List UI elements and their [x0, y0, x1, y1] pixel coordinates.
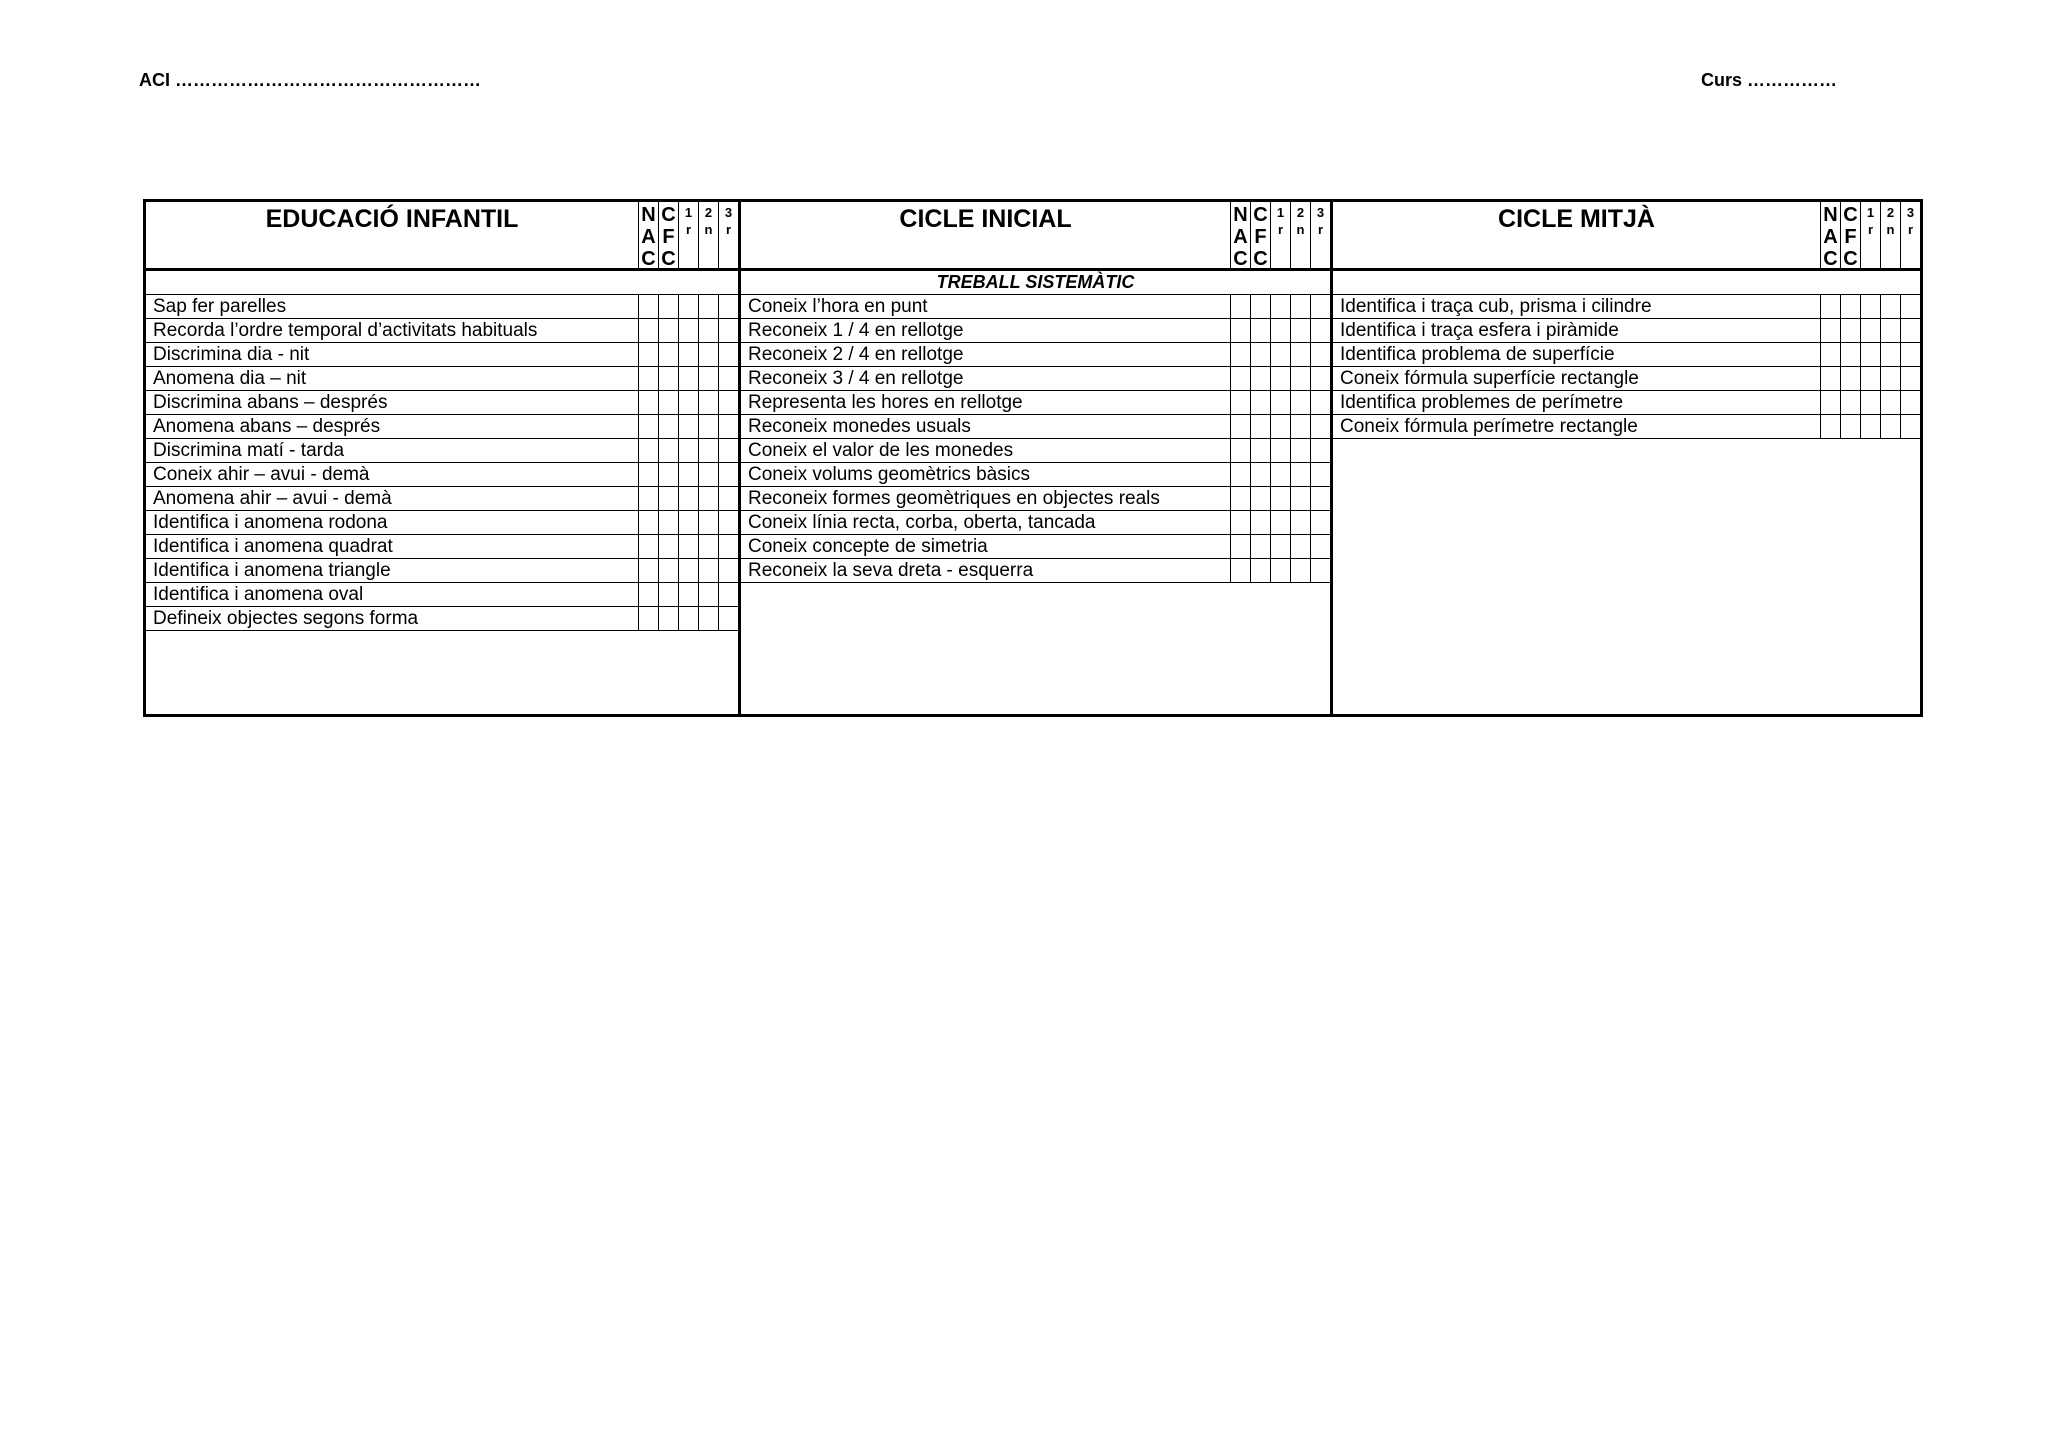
- third-term-checkbox[interactable]: [1310, 343, 1330, 366]
- third-term-checkbox[interactable]: [718, 487, 738, 510]
- first-term-checkbox[interactable]: [1860, 319, 1880, 342]
- third-term-checkbox[interactable]: [1900, 391, 1920, 414]
- column-header-char: C: [661, 248, 676, 270]
- second-term-checkbox[interactable]: [1290, 343, 1310, 366]
- cfc-checkbox[interactable]: [1250, 487, 1270, 510]
- section-subheader: TREBALL SISTEMÀTIC: [741, 271, 1330, 295]
- row-label: Anomena abans – després: [153, 416, 381, 437]
- third-term-checkbox[interactable]: [1310, 415, 1330, 438]
- first-term-checkbox[interactable]: [678, 487, 698, 510]
- first-term-checkbox[interactable]: [678, 391, 698, 414]
- first-term-checkbox[interactable]: [1270, 535, 1290, 558]
- cfc-checkbox[interactable]: [658, 367, 678, 390]
- column-header-char: 2: [1296, 205, 1305, 220]
- section-title: CICLE MITJÀ: [1498, 205, 1655, 233]
- column-header-char: C: [641, 248, 656, 270]
- second-term-checkbox[interactable]: [1290, 319, 1310, 342]
- first-term-checkbox[interactable]: [678, 583, 698, 606]
- table-row: [1333, 367, 1920, 391]
- third-term-checkbox[interactable]: [1310, 319, 1330, 342]
- cfc-checkbox[interactable]: [1250, 439, 1270, 462]
- column-header-cfc: [1250, 202, 1270, 268]
- row-label: Identifica i traça cub, prisma i cilindre: [1340, 296, 1652, 317]
- third-term-checkbox[interactable]: [718, 391, 738, 414]
- second-term-checkbox[interactable]: [698, 319, 718, 342]
- column-header-char: C: [1843, 204, 1858, 226]
- third-term-checkbox[interactable]: [718, 439, 738, 462]
- third-term-checkbox[interactable]: [1900, 415, 1920, 438]
- first-term-checkbox[interactable]: [1270, 559, 1290, 582]
- table-row: [146, 559, 738, 583]
- table-row: [146, 343, 738, 367]
- nac-checkbox[interactable]: [1820, 295, 1840, 318]
- table-row: [1333, 343, 1920, 367]
- column-header-char: C: [1253, 248, 1268, 270]
- column-header-char: r: [1867, 222, 1874, 237]
- row-label: Representa les hores en rellotge: [748, 392, 1023, 413]
- second-term-checkbox[interactable]: [1880, 295, 1900, 318]
- cfc-checkbox[interactable]: [1250, 535, 1270, 558]
- second-term-checkbox[interactable]: [1290, 439, 1310, 462]
- second-term-checkbox[interactable]: [1290, 559, 1310, 582]
- first-term-checkbox[interactable]: [678, 367, 698, 390]
- first-term-checkbox[interactable]: [1270, 439, 1290, 462]
- column-header-char: r: [1277, 222, 1284, 237]
- column-header-char: n: [1886, 222, 1895, 237]
- third-term-checkbox[interactable]: [1310, 367, 1330, 390]
- nac-checkbox[interactable]: [1820, 391, 1840, 414]
- first-term-checkbox[interactable]: [1270, 343, 1290, 366]
- section-header: [1333, 202, 1920, 271]
- cfc-checkbox[interactable]: [658, 487, 678, 510]
- column-header-char: C: [1233, 248, 1248, 270]
- column-header-char: n: [704, 222, 713, 237]
- second-term-checkbox[interactable]: [1880, 343, 1900, 366]
- nac-checkbox[interactable]: [1230, 559, 1250, 582]
- nac-checkbox[interactable]: [638, 415, 658, 438]
- column-header-char: A: [641, 226, 656, 248]
- first-term-checkbox[interactable]: [678, 535, 698, 558]
- third-term-checkbox[interactable]: [1900, 367, 1920, 390]
- nac-checkbox[interactable]: [638, 487, 658, 510]
- column-header-char: 2: [1886, 205, 1895, 220]
- column-header-char: C: [1253, 204, 1268, 226]
- row-label: Coneix volums geomètrics bàsics: [748, 464, 1030, 485]
- column-header-char: N: [1233, 204, 1248, 226]
- third-term-checkbox[interactable]: [718, 319, 738, 342]
- nac-checkbox[interactable]: [1230, 295, 1250, 318]
- first-term-checkbox[interactable]: [678, 607, 698, 630]
- column-header-char: F: [662, 226, 675, 248]
- section-educacio-infantil: [146, 202, 738, 714]
- second-term-checkbox[interactable]: [698, 415, 718, 438]
- cfc-checkbox[interactable]: [1250, 559, 1270, 582]
- table-row: [1333, 415, 1920, 439]
- cfc-checkbox[interactable]: [1250, 295, 1270, 318]
- first-term-checkbox[interactable]: [1270, 415, 1290, 438]
- cfc-checkbox[interactable]: [658, 295, 678, 318]
- row-label: Coneix fórmula perímetre rectangle: [1340, 416, 1638, 437]
- second-term-checkbox[interactable]: [698, 367, 718, 390]
- table-row: [1333, 391, 1920, 415]
- nac-checkbox[interactable]: [638, 463, 658, 486]
- first-term-checkbox[interactable]: [678, 295, 698, 318]
- table-row: [741, 391, 1330, 415]
- table-row: [146, 463, 738, 487]
- third-term-checkbox[interactable]: [718, 583, 738, 606]
- row-label: Identifica i anomena quadrat: [153, 536, 393, 557]
- row-label: Recorda l’ordre temporal d’activitats habituals: [153, 320, 538, 341]
- second-term-checkbox[interactable]: [1290, 367, 1310, 390]
- third-term-checkbox[interactable]: [718, 607, 738, 630]
- third-term-checkbox[interactable]: [718, 559, 738, 582]
- column-header-char: r: [1907, 222, 1914, 237]
- first-term-checkbox[interactable]: [1860, 367, 1880, 390]
- cfc-checkbox[interactable]: [1250, 367, 1270, 390]
- column-header-char: C: [661, 204, 676, 226]
- column-header-char: r: [1317, 222, 1324, 237]
- table-row: [146, 367, 738, 391]
- cfc-checkbox[interactable]: [1250, 511, 1270, 534]
- nac-checkbox[interactable]: [638, 559, 658, 582]
- column-header-char: C: [1823, 248, 1838, 270]
- cfc-checkbox[interactable]: [1840, 319, 1860, 342]
- row-label: Reconeix 2 / 4 en rellotge: [748, 344, 964, 365]
- row-label: Reconeix monedes usuals: [748, 416, 971, 437]
- row-label: Reconeix la seva dreta - esquerra: [748, 560, 1034, 581]
- column-header-2n: [698, 202, 718, 268]
- first-term-checkbox[interactable]: [678, 343, 698, 366]
- row-label: Anomena dia – nit: [153, 368, 307, 389]
- row-label: Anomena ahir – avui - demà: [153, 488, 392, 509]
- row-label: Identifica problemes de perímetre: [1340, 392, 1624, 413]
- nac-checkbox[interactable]: [638, 295, 658, 318]
- first-term-checkbox[interactable]: [1860, 391, 1880, 414]
- table-row: [741, 295, 1330, 319]
- third-term-checkbox[interactable]: [1310, 295, 1330, 318]
- third-term-checkbox[interactable]: [1900, 295, 1920, 318]
- row-label: Coneix fórmula superfície rectangle: [1340, 368, 1639, 389]
- second-term-checkbox[interactable]: [1290, 415, 1310, 438]
- nac-checkbox[interactable]: [1230, 487, 1250, 510]
- cfc-checkbox[interactable]: [1840, 295, 1860, 318]
- table-row: [741, 511, 1330, 535]
- table-row: [741, 367, 1330, 391]
- assessment-table: [143, 199, 1923, 717]
- row-label: Discrimina abans – després: [153, 392, 388, 413]
- first-term-checkbox[interactable]: [1270, 487, 1290, 510]
- cfc-checkbox[interactable]: [1250, 319, 1270, 342]
- column-header-1r: [1270, 202, 1290, 268]
- cfc-checkbox[interactable]: [1840, 391, 1860, 414]
- table-row: [741, 487, 1330, 511]
- row-label: Coneix ahir – avui - demà: [153, 464, 370, 485]
- nac-checkbox[interactable]: [638, 535, 658, 558]
- first-term-checkbox[interactable]: [1270, 391, 1290, 414]
- column-header-char: 1: [684, 205, 693, 220]
- first-term-checkbox[interactable]: [1270, 511, 1290, 534]
- table-row: [146, 487, 738, 511]
- table-row: [146, 439, 738, 463]
- column-header-char: A: [1233, 226, 1248, 248]
- first-term-checkbox[interactable]: [1860, 343, 1880, 366]
- column-header-char: 3: [1906, 205, 1915, 220]
- second-term-checkbox[interactable]: [698, 535, 718, 558]
- aci-field-label: ACI ……………………………………………: [139, 70, 481, 90]
- cfc-checkbox[interactable]: [658, 319, 678, 342]
- cfc-checkbox[interactable]: [1250, 415, 1270, 438]
- first-term-checkbox[interactable]: [678, 559, 698, 582]
- second-term-checkbox[interactable]: [1290, 391, 1310, 414]
- nac-checkbox[interactable]: [638, 583, 658, 606]
- cfc-checkbox[interactable]: [1250, 391, 1270, 414]
- second-term-checkbox[interactable]: [1880, 415, 1900, 438]
- cfc-checkbox[interactable]: [658, 343, 678, 366]
- third-term-checkbox[interactable]: [718, 415, 738, 438]
- section-subheader: [146, 271, 738, 295]
- third-term-checkbox[interactable]: [1310, 439, 1330, 462]
- row-label: Identifica problema de superfície: [1340, 344, 1615, 365]
- second-term-checkbox[interactable]: [698, 343, 718, 366]
- column-header-cfc: [1840, 202, 1860, 268]
- cfc-checkbox[interactable]: [1840, 367, 1860, 390]
- nac-checkbox[interactable]: [1230, 511, 1250, 534]
- row-label: Coneix l’hora en punt: [748, 296, 928, 317]
- second-term-checkbox[interactable]: [1290, 511, 1310, 534]
- row-label: Defineix objectes segons forma: [153, 608, 419, 629]
- nac-checkbox[interactable]: [1230, 535, 1250, 558]
- column-header-char: r: [725, 222, 732, 237]
- table-row: [741, 343, 1330, 367]
- third-term-checkbox[interactable]: [1310, 511, 1330, 534]
- first-term-checkbox[interactable]: [678, 319, 698, 342]
- column-header-1r: [678, 202, 698, 268]
- table-row: [741, 319, 1330, 343]
- nac-checkbox[interactable]: [1820, 343, 1840, 366]
- second-term-checkbox[interactable]: [1880, 391, 1900, 414]
- section-title: EDUCACIÓ INFANTIL: [265, 205, 519, 233]
- row-label: Identifica i traça esfera i piràmide: [1340, 320, 1619, 341]
- third-term-checkbox[interactable]: [1310, 391, 1330, 414]
- row-label: Coneix concepte de simetria: [748, 536, 988, 557]
- column-header-char: A: [1823, 226, 1838, 248]
- cfc-checkbox[interactable]: [658, 511, 678, 534]
- third-term-checkbox[interactable]: [718, 535, 738, 558]
- second-term-checkbox[interactable]: [1290, 487, 1310, 510]
- column-header-2n: [1880, 202, 1900, 268]
- third-term-checkbox[interactable]: [1310, 463, 1330, 486]
- table-row: [146, 511, 738, 535]
- column-header-nac: [1230, 202, 1250, 268]
- table-row: [146, 607, 738, 631]
- row-label: Coneix línia recta, corba, oberta, tancada: [748, 512, 1096, 533]
- nac-checkbox[interactable]: [1230, 463, 1250, 486]
- third-term-checkbox[interactable]: [718, 367, 738, 390]
- row-label: Discrimina matí - tarda: [153, 440, 345, 461]
- row-label: Identifica i anomena rodona: [153, 512, 388, 533]
- row-label: Coneix el valor de les monedes: [748, 440, 1014, 461]
- second-term-checkbox[interactable]: [698, 511, 718, 534]
- cfc-checkbox[interactable]: [658, 607, 678, 630]
- cfc-checkbox[interactable]: [658, 559, 678, 582]
- column-header-3r: [718, 202, 738, 268]
- cfc-checkbox[interactable]: [658, 463, 678, 486]
- row-label: Discrimina dia - nit: [153, 344, 310, 365]
- column-header-char: r: [685, 222, 692, 237]
- second-term-checkbox[interactable]: [1880, 319, 1900, 342]
- section-header: [146, 202, 738, 271]
- second-term-checkbox[interactable]: [698, 295, 718, 318]
- nac-checkbox[interactable]: [638, 607, 658, 630]
- first-term-checkbox[interactable]: [1860, 295, 1880, 318]
- section-title: CICLE INICIAL: [899, 205, 1072, 233]
- row-label: Reconeix 1 / 4 en rellotge: [748, 320, 964, 341]
- nac-checkbox[interactable]: [1820, 367, 1840, 390]
- table-row: [741, 439, 1330, 463]
- first-term-checkbox[interactable]: [1270, 319, 1290, 342]
- column-header-3r: [1310, 202, 1330, 268]
- first-term-checkbox[interactable]: [678, 463, 698, 486]
- cfc-checkbox[interactable]: [658, 391, 678, 414]
- cfc-checkbox[interactable]: [1250, 463, 1270, 486]
- column-header-char: 3: [1316, 205, 1325, 220]
- nac-checkbox[interactable]: [1230, 439, 1250, 462]
- third-term-checkbox[interactable]: [1310, 487, 1330, 510]
- row-label: Identifica i anomena oval: [153, 584, 364, 605]
- first-term-checkbox[interactable]: [1270, 295, 1290, 318]
- second-term-checkbox[interactable]: [698, 439, 718, 462]
- column-header-char: 1: [1866, 205, 1875, 220]
- table-row: [146, 535, 738, 559]
- table-row: [146, 295, 738, 319]
- section-cicle-mitja: [1330, 202, 1920, 714]
- column-header-char: F: [1844, 226, 1857, 248]
- column-header-cfc: [658, 202, 678, 268]
- cfc-checkbox[interactable]: [1840, 415, 1860, 438]
- column-header-char: F: [1254, 226, 1267, 248]
- cfc-checkbox[interactable]: [1840, 343, 1860, 366]
- row-label: Sap fer parelles: [153, 296, 287, 317]
- third-term-checkbox[interactable]: [1900, 343, 1920, 366]
- first-term-checkbox[interactable]: [1270, 367, 1290, 390]
- table-row: [1333, 295, 1920, 319]
- table-row: [1333, 319, 1920, 343]
- nac-checkbox[interactable]: [1230, 367, 1250, 390]
- cfc-checkbox[interactable]: [658, 583, 678, 606]
- third-term-checkbox[interactable]: [718, 295, 738, 318]
- third-term-checkbox[interactable]: [718, 343, 738, 366]
- nac-checkbox[interactable]: [1230, 391, 1250, 414]
- table-row: [741, 535, 1330, 559]
- column-header-2n: [1290, 202, 1310, 268]
- first-term-checkbox[interactable]: [678, 415, 698, 438]
- second-term-checkbox[interactable]: [1880, 367, 1900, 390]
- third-term-checkbox[interactable]: [1310, 535, 1330, 558]
- second-term-checkbox[interactable]: [698, 583, 718, 606]
- second-term-checkbox[interactable]: [698, 559, 718, 582]
- nac-checkbox[interactable]: [1230, 415, 1250, 438]
- nac-checkbox[interactable]: [1230, 343, 1250, 366]
- first-term-checkbox[interactable]: [678, 511, 698, 534]
- table-row: [741, 415, 1330, 439]
- first-term-checkbox[interactable]: [1270, 463, 1290, 486]
- second-term-checkbox[interactable]: [698, 463, 718, 486]
- column-header-1r: [1860, 202, 1880, 268]
- second-term-checkbox[interactable]: [698, 487, 718, 510]
- curs-field-label: Curs ……………: [1701, 70, 1838, 90]
- third-term-checkbox[interactable]: [718, 511, 738, 534]
- column-header-char: 1: [1276, 205, 1285, 220]
- nac-checkbox[interactable]: [638, 319, 658, 342]
- table-row: [146, 391, 738, 415]
- column-header-char: n: [1296, 222, 1305, 237]
- table-row: [146, 583, 738, 607]
- cfc-checkbox[interactable]: [658, 535, 678, 558]
- column-header-char: 2: [704, 205, 713, 220]
- column-header-char: 3: [724, 205, 733, 220]
- nac-checkbox[interactable]: [638, 439, 658, 462]
- section-cicle-inicial: [738, 202, 1330, 714]
- nac-checkbox[interactable]: [1230, 319, 1250, 342]
- column-header-char: C: [1843, 248, 1858, 270]
- column-header-char: N: [1823, 204, 1838, 226]
- table-row: [741, 559, 1330, 583]
- cfc-checkbox[interactable]: [658, 439, 678, 462]
- first-term-checkbox[interactable]: [678, 439, 698, 462]
- row-label: Reconeix 3 / 4 en rellotge: [748, 368, 964, 389]
- section-subheader: [1333, 271, 1920, 295]
- second-term-checkbox[interactable]: [1290, 463, 1310, 486]
- nac-checkbox[interactable]: [638, 391, 658, 414]
- nac-checkbox[interactable]: [638, 367, 658, 390]
- second-term-checkbox[interactable]: [698, 607, 718, 630]
- cfc-checkbox[interactable]: [658, 415, 678, 438]
- first-term-checkbox[interactable]: [1860, 415, 1880, 438]
- table-row: [741, 463, 1330, 487]
- third-term-checkbox[interactable]: [1900, 319, 1920, 342]
- table-row: [146, 415, 738, 439]
- section-header: [741, 202, 1330, 271]
- table-row: [146, 319, 738, 343]
- second-term-checkbox[interactable]: [698, 391, 718, 414]
- column-header-nac: [638, 202, 658, 268]
- nac-checkbox[interactable]: [1820, 319, 1840, 342]
- column-header-nac: [1820, 202, 1840, 268]
- nac-checkbox[interactable]: [638, 343, 658, 366]
- cfc-checkbox[interactable]: [1250, 343, 1270, 366]
- second-term-checkbox[interactable]: [1290, 295, 1310, 318]
- column-header-3r: [1900, 202, 1920, 268]
- column-header-char: N: [641, 204, 656, 226]
- row-label: Identifica i anomena triangle: [153, 560, 391, 581]
- third-term-checkbox[interactable]: [718, 463, 738, 486]
- row-label: Reconeix formes geomètriques en objectes reals: [748, 488, 1160, 509]
- second-term-checkbox[interactable]: [1290, 535, 1310, 558]
- nac-checkbox[interactable]: [638, 511, 658, 534]
- nac-checkbox[interactable]: [1820, 415, 1840, 438]
- third-term-checkbox[interactable]: [1310, 559, 1330, 582]
